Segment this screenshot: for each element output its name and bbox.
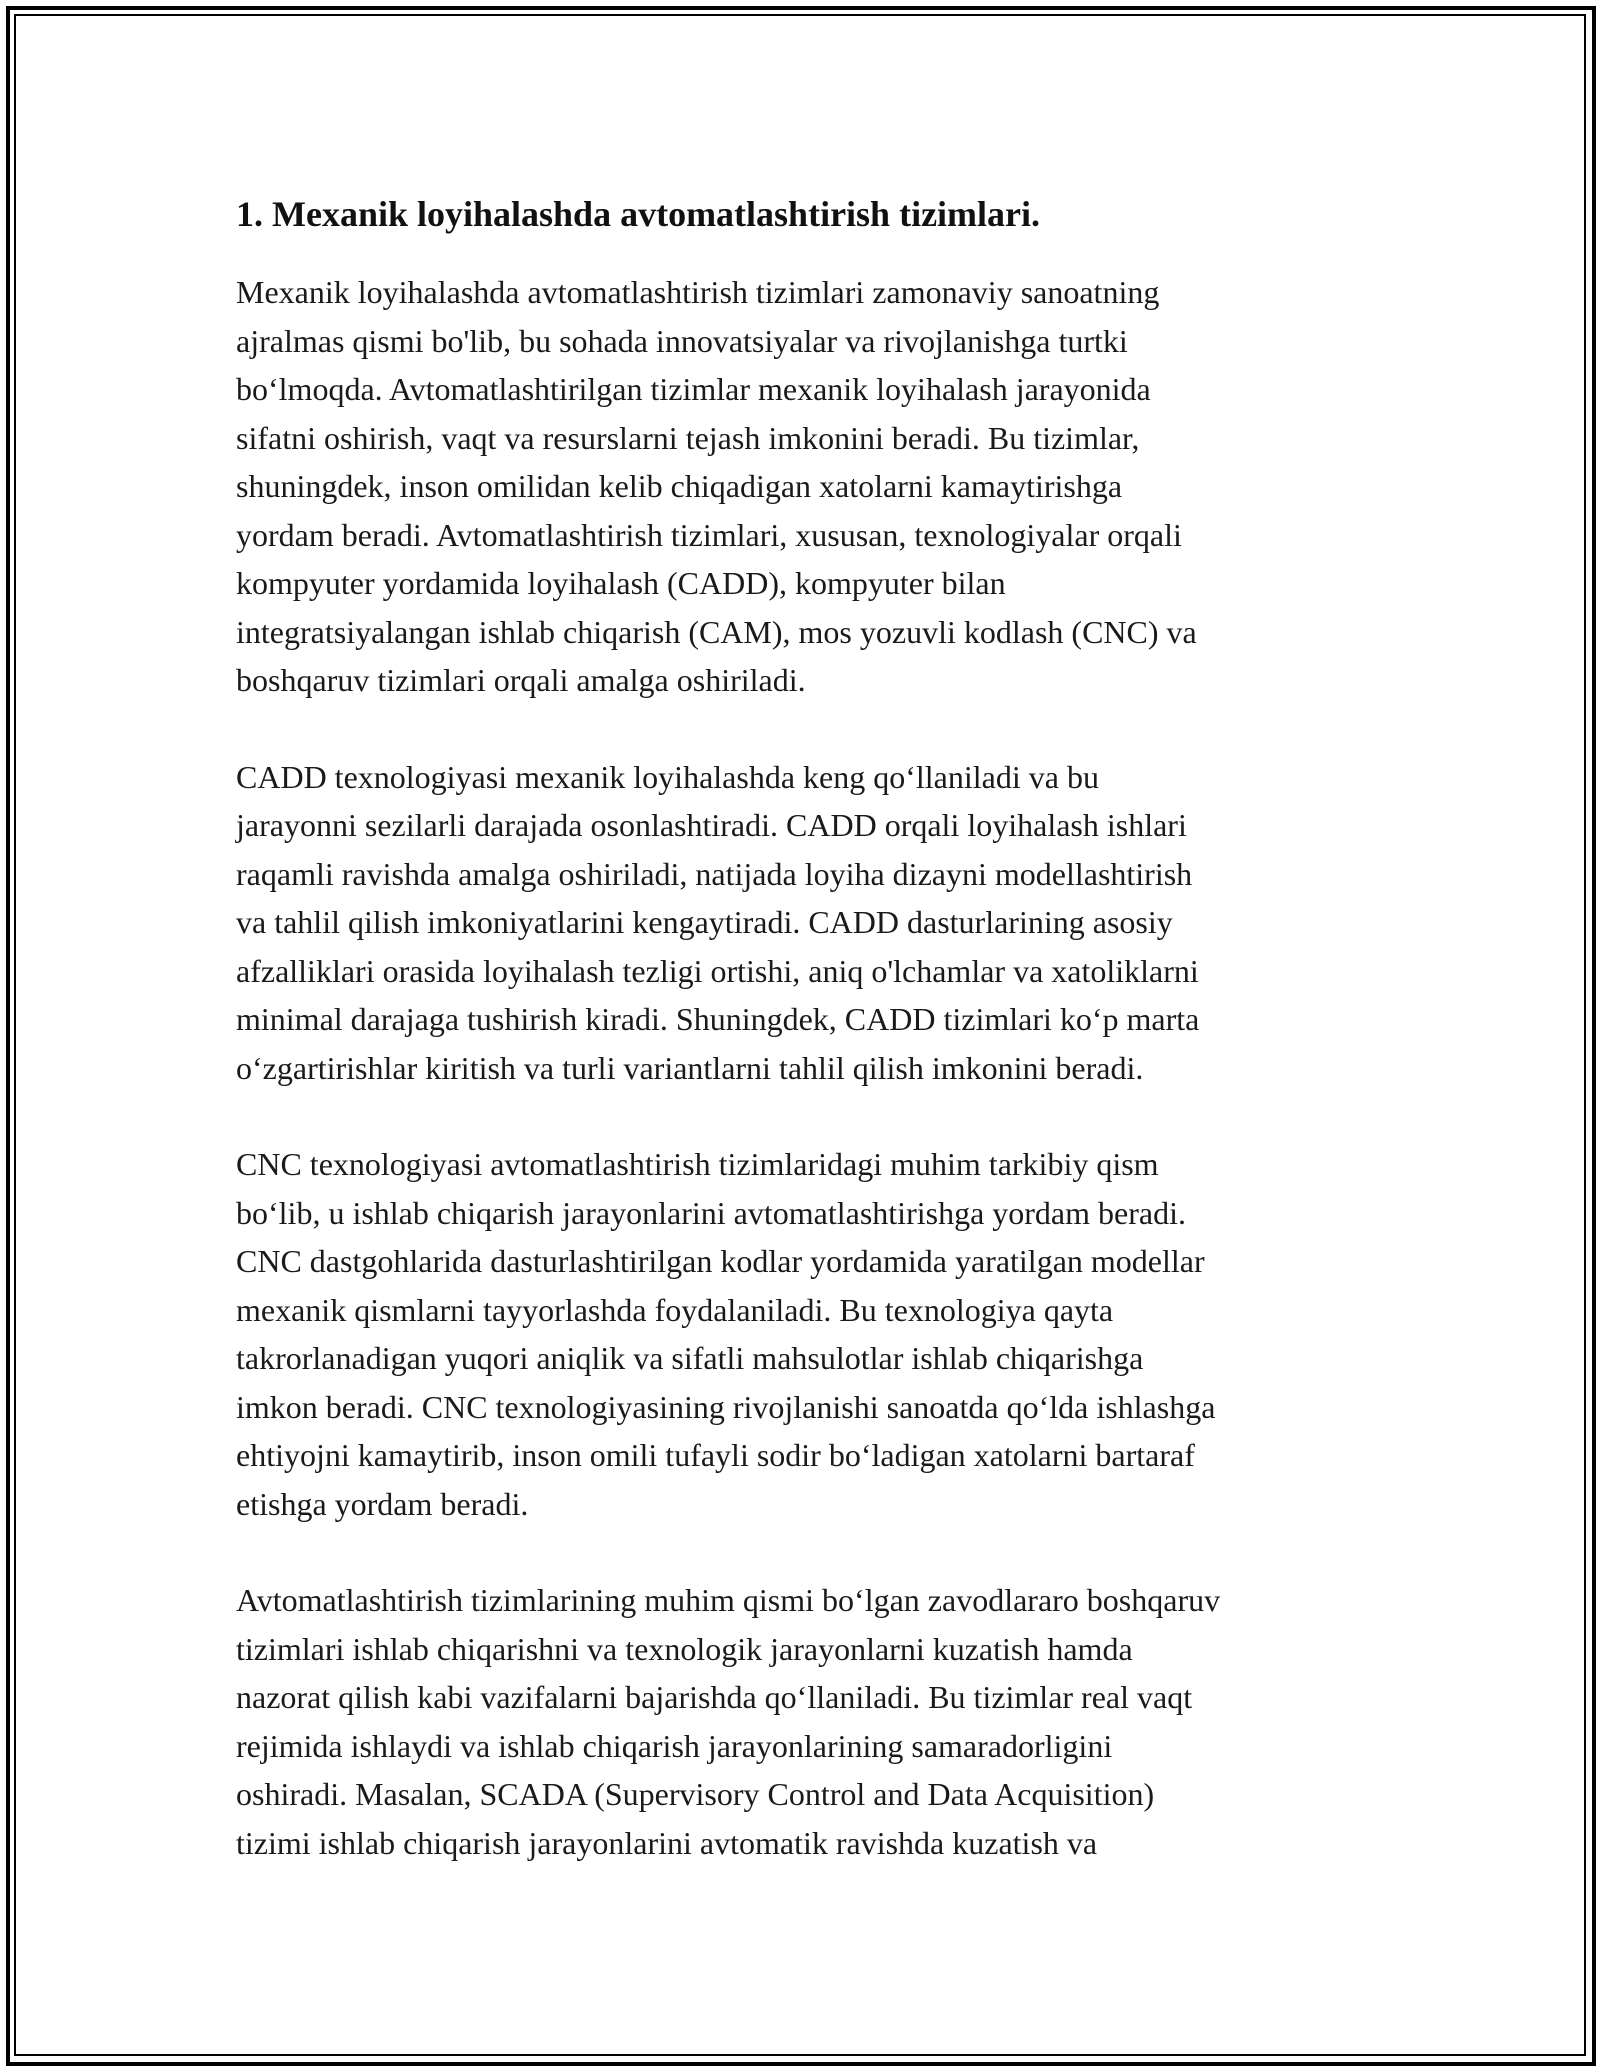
paragraph-list [236, 268, 1376, 1867]
text-line: bo‘lmoqda. Avtomatlashtirilgan tizimlar mexanik loyihalash jarayonida [236, 371, 1151, 407]
text-line: shuningdek, inson omilidan kelib chiqadigan xatolarni kamaytirishga [236, 468, 1123, 504]
text-line: imkon beradi. CNC texnologiyasining rivojlanishi sanoatda qo‘lda ishlashga [236, 1388, 1216, 1425]
text-line: takrorlanadigan yuqori aniqlik va sifatli mahsulotlar ishlab chiqarishga [236, 1340, 1144, 1376]
document-body [236, 180, 1376, 1915]
paragraph [236, 1576, 1376, 1867]
text-line: afzalliklari orasida loyihalash tezligi ortishi, aniq o'lchamlar va xatoliklarni [236, 952, 1199, 989]
text-line: etishga yordam beradi. [236, 1485, 529, 1522]
text-line: raqamli ravishda amalga oshiriladi, natijada loyiha dizayni modellashtirish [236, 855, 1193, 892]
text-line: nazorat qilish kabi vazifalarni bajarishda qo‘llaniladi. Bu tizimlar real vaqt [236, 1679, 1193, 1715]
paragraph [236, 753, 1376, 1093]
paragraph [236, 268, 1376, 705]
text-line: minimal darajaga tushirish kiradi. Shuningdek, CADD tizimlari ko‘p marta [236, 1001, 1200, 1037]
text-line: mexanik qismlarni tayyorlashda foydalaniladi. Bu texnologiya qayta [236, 1291, 1114, 1328]
text-line: va tahlil qilish imkoniyatlarini kengaytiradi. CADD dasturlarining asosiy [236, 904, 1173, 940]
text-line: ehtiyojni kamaytirib, inson omili tufayli sodir bo‘ladigan xatolarni bartaraf [236, 1437, 1195, 1473]
text-line: Mexanik loyihalashda avtomatlashtirish tizimlari zamonaviy sanoatning [236, 274, 1160, 310]
text-line: kompyuter yordamida loyihalash (CADD), kompyuter bilan [236, 565, 1006, 601]
text-line: sifatni oshirish, vaqt va resurslarni tejash imkonini beradi. Bu tizimlar, [236, 419, 1140, 456]
text-line: CNC dastgohlarida dasturlashtirilgan kodlar yordamida yaratilgan modellar [236, 1243, 1205, 1279]
text-line: ajralmas qismi bo'lib, bu sohada innovatsiyalar va rivojlanishga turtki [236, 322, 1128, 359]
text-line: Avtomatlashtirish tizimlarining muhim qismi bo‘lgan zavodlararo boshqaruv [236, 1582, 1221, 1618]
paragraph [236, 1140, 1376, 1528]
text-line: o‘zgartirishlar kiritish va turli variantlarni tahlil qilish imkonini beradi. [236, 1049, 1144, 1086]
text-line: rejimida ishlaydi va ishlab chiqarish jarayonlarining samaradorligini [236, 1727, 1113, 1764]
text-line: oshiradi. Masalan, SCADA (Supervisory Control and Data Acquisition) [236, 1776, 1155, 1812]
text-line: boshqaruv tizimlari orqali amalga oshiriladi. [236, 662, 806, 698]
text-line: jarayonni sezilarli darajada osonlashtiradi. CADD orqali loyihalash ishlari [236, 807, 1187, 843]
text-line: CADD texnologiyasi mexanik loyihalashda keng qo‘llaniladi va bu [236, 758, 1099, 795]
text-line: tizimi ishlab chiqarish jarayonlarini avtomatik ravishda kuzatish va [236, 1824, 1098, 1861]
text-line: integratsiyalangan ishlab chiqarish (CAM), mos yozuvli kodlash (CNC) va [236, 613, 1197, 650]
text-line: bo‘lib, u ishlab chiqarish jarayonlarini avtomatlashtirishga yordam beradi. [236, 1194, 1186, 1231]
section-heading: 1. Mexanik loyihalashda avtomatlashtirish tizimlari. [236, 194, 1041, 234]
text-line: yordam beradi. Avtomatlashtirish tizimlari, xususan, texnologiyalar orqali [236, 516, 1182, 553]
text-line: CNC texnologiyasi avtomatlashtirish tizimlaridagi muhim tarkibiy qism [236, 1146, 1159, 1182]
text-line: tizimlari ishlab chiqarishni va texnologik jarayonlarni kuzatish hamda [236, 1630, 1133, 1667]
